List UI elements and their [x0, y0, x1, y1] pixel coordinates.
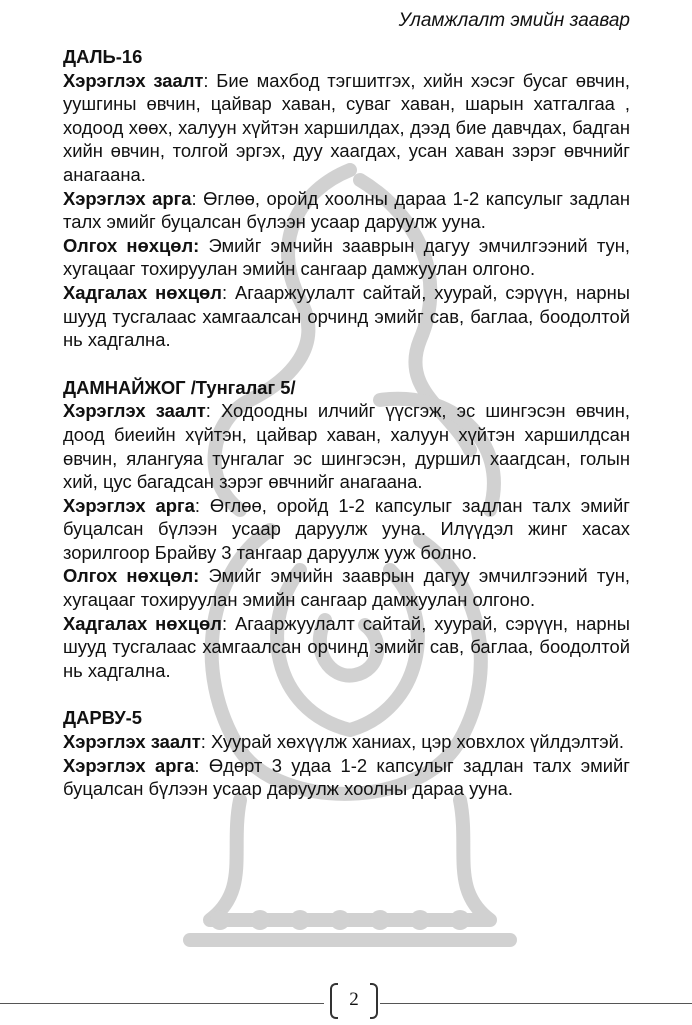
- entry-darvu-5: [63, 706, 630, 800]
- page-footer: [0, 975, 692, 1025]
- storage-text: : Агааржуулалт сайтай, хуурай, сэрүүн, нарны шууд тусгалаас хамгаалсан орчинд эмийг сав, баглаа, боодолтой нь хадгална.: [63, 612, 630, 681]
- footer-rule-left: [0, 1003, 324, 1004]
- indication-label: Хэрэглэх заалт: [63, 731, 201, 753]
- entry-dal-16: [63, 45, 630, 352]
- footer-rule-right: [380, 1003, 692, 1004]
- page-number-bracket-right: [370, 983, 378, 1019]
- usage-text: : Өглөө, оройд хоолны дараа 1-2 капсулыг задлан талх эмийг буцалсан бүлээн усаар даруулж ууна.: [63, 187, 631, 233]
- storage-paragraph: [63, 612, 630, 683]
- usage-paragraph: [63, 754, 630, 801]
- page-number: 2: [349, 989, 359, 1010]
- indication-paragraph: [63, 399, 630, 493]
- indication-paragraph: [63, 730, 630, 754]
- usage-paragraph: [63, 187, 630, 234]
- usage-label: Хэрэглэх арга: [63, 187, 192, 209]
- acquire-text: Эмийг эмчийн зааврын дагуу эмчилгээний тун, хугацааг тохируулан эмийн сангаар дамжуулан олгоно.: [63, 565, 630, 611]
- indication-label: Хэрэглэх заалт: [63, 400, 206, 422]
- entry-damnaijog: [63, 376, 630, 683]
- usage-text: : Өдөрт 3 удаа 1-2 капсулыг задлан талх эмийг буцалсан бүлээн усаар даруулж хоолны дараа ууна.: [63, 754, 630, 800]
- indication-text: : Бие махбод тэгшитгэх, хийн хэсэг бусаг өвчин, уушгины өвчин, цайвар хаван, суваг хаван, шарын хатгалгаа , ходоод хөөх, халуун хүйтэн харшилдах, дээд бие давчдах, бадган хийн өвчин, толгой эргэх, дуу хаагдах, усан хаван зэрэг өвчнийг анагаана.: [63, 69, 631, 185]
- indication-text: : Ходоодны илчийг үүсгэж, эс шингэсэн өвчин, доод биеийн хүйтэн, цайвар хаван, халуун хүйтэн харшилдсан өвчин, ялангуяа тунгалаг эс шингэсэн, дуршил хаагдсан, голын хий, цус багадсан зэрэг өвчнийг анагаана.: [63, 400, 630, 493]
- usage-label: Хэрэглэх арга: [63, 754, 195, 776]
- indication-paragraph: [63, 69, 630, 187]
- acquire-label: Олгох нөхцөл:: [63, 234, 200, 256]
- storage-label: Хадгалах нөхцөл: [63, 612, 222, 634]
- storage-label: Хадгалах нөхцөл: [63, 281, 222, 303]
- entry-title: ДАЛЬ-16: [63, 46, 143, 67]
- storage-paragraph: [63, 281, 630, 352]
- indication-label: Хэрэглэх заалт: [63, 69, 204, 91]
- usage-text: : Өглөө, оройд 1-2 капсулыг задлан талх эмийг буцалсан бүлээн усаар даруулж ууна. Илүүдэл жинг хасах зорилгоор Брайву 3 тангаар даруулж ууж болно.: [63, 494, 630, 563]
- usage-label: Хэрэглэх арга: [63, 494, 195, 516]
- document-body: [63, 45, 630, 801]
- acquire-paragraph: [63, 234, 630, 281]
- acquire-paragraph: [63, 564, 630, 611]
- acquire-label: Олгох нөхцөл:: [63, 565, 200, 587]
- acquire-text: Эмийг эмчийн зааврын дагуу эмчилгээний тун, хугацааг тохируулан эмийн сангаар дамжуулан олгоно.: [63, 234, 630, 280]
- running-header: Уламжлалт эмийн заавар: [398, 10, 630, 31]
- entry-title: ДАРВУ-5: [63, 707, 143, 729]
- indication-text: : Хуурай хөхүүлж ханиах, цэр ховхлох үйлдэлтэй.: [200, 731, 625, 753]
- usage-paragraph: [63, 494, 630, 565]
- storage-text: : Агааржуулалт сайтай, хуурай, сэрүүн, нарны шууд тусгалаас хамгаалсан орчинд эмийг сав, баглаа, боодолтой нь хадгална.: [63, 281, 630, 351]
- entry-title: ДАМНАЙЖОГ /Тунгалаг 5/: [63, 376, 296, 398]
